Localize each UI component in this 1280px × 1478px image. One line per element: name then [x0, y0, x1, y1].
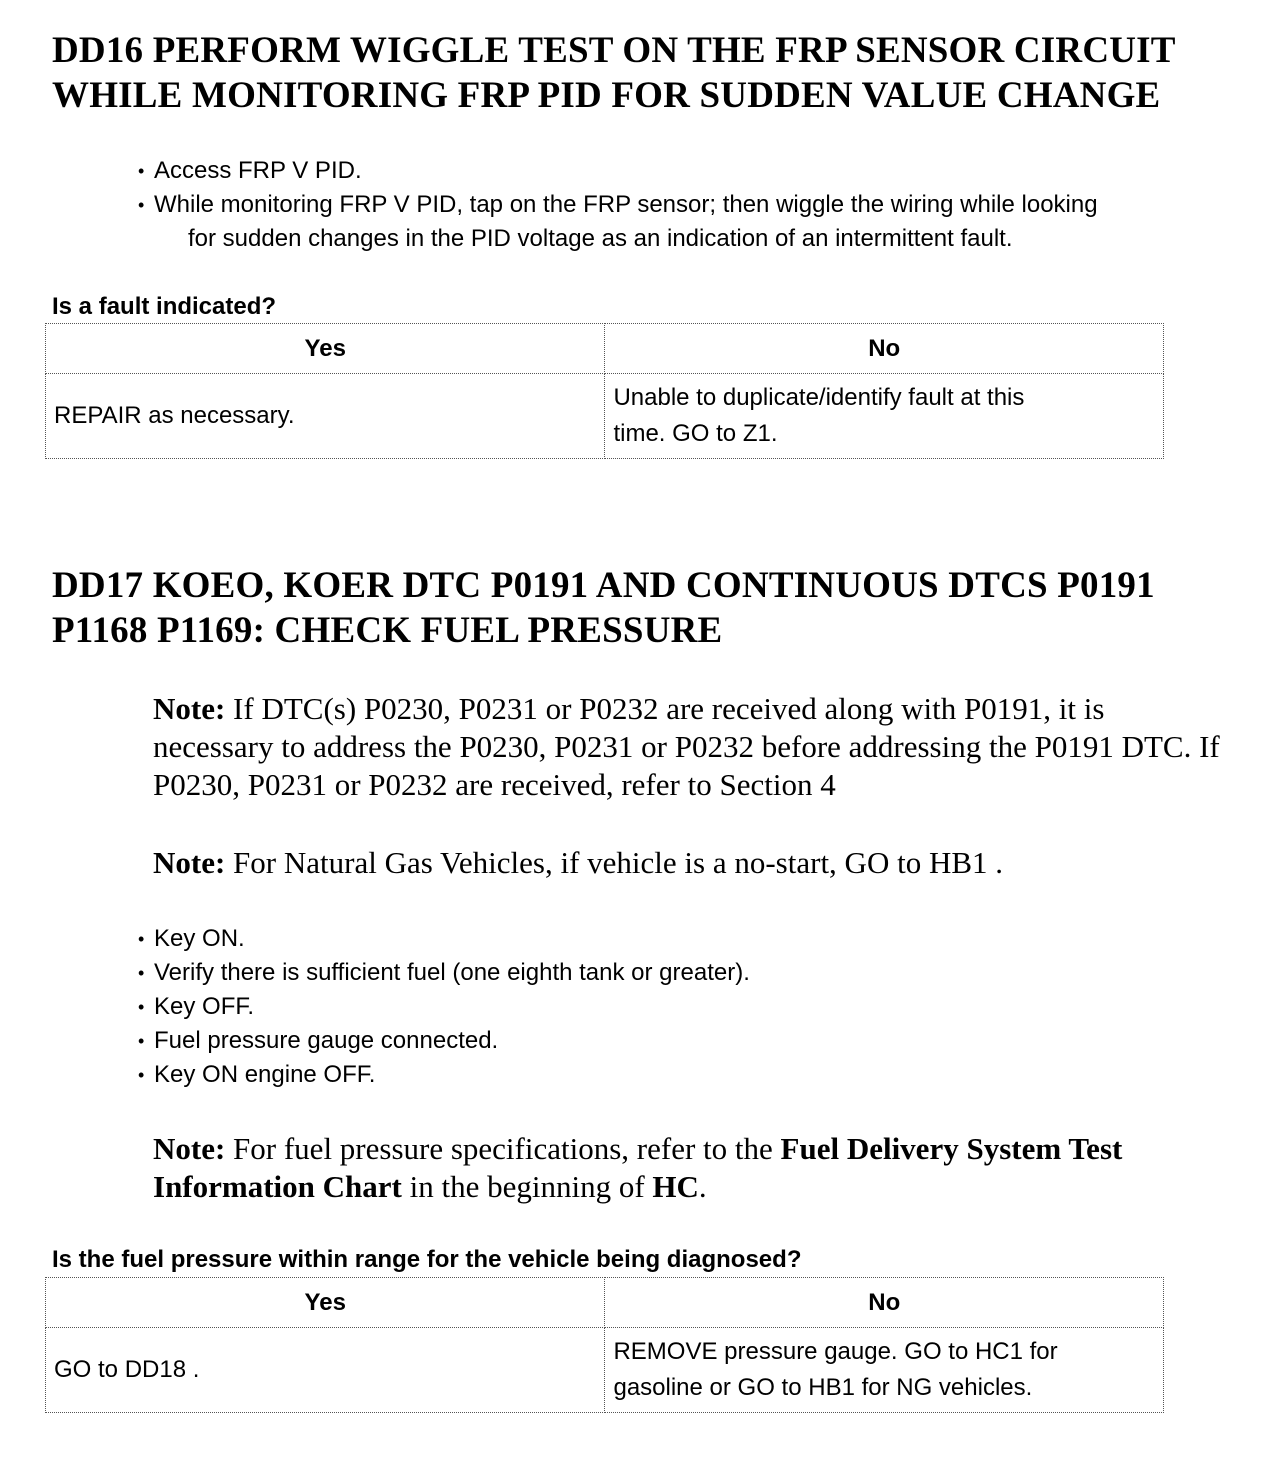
table-header-row — [46, 1278, 1164, 1328]
dd17-heading-line2: P1168 P1169: CHECK FUEL PRESSURE — [52, 610, 723, 651]
dd16-heading-line2: WHILE MONITORING FRP PID FOR SUDDEN VALUE CHANGE — [52, 75, 1161, 116]
chart-link[interactable]: Fuel Delivery System Test Information Chart — [153, 1131, 1123, 1204]
no-cell-line2[interactable]: time. GO to Z1. — [613, 420, 778, 447]
no-cell — [605, 374, 1164, 459]
table-row — [46, 374, 1164, 459]
no-cell — [605, 1328, 1164, 1413]
table-header-row — [46, 324, 1164, 374]
no-cell-line1: Unable to duplicate/identify fault at this — [613, 384, 1025, 411]
step-text: Fuel pressure gauge connected. — [154, 1027, 499, 1054]
step-text: While monitoring FRP V PID, tap on the FRP sensor; then wiggle the wiring while looking — [154, 191, 1098, 218]
dd17-note-fuel-spec — [153, 1130, 1223, 1206]
dd16-question: Is a fault indicated? — [52, 293, 277, 320]
dd16-yes-no-table — [45, 323, 1164, 459]
list-item — [138, 154, 1258, 188]
step-text: Key OFF. — [154, 993, 255, 1020]
dd16-heading-line1: DD16 PERFORM WIGGLE TEST ON THE FRP SENSOR CIRCUIT — [52, 30, 1176, 71]
yes-header: Yes — [46, 324, 605, 374]
dd17-note-natural-gas — [153, 844, 1223, 882]
no-header: No — [605, 1278, 1164, 1328]
step-text: Verify there is sufficient fuel (one eighth tank or greater). — [154, 959, 750, 986]
yes-header: Yes — [46, 1278, 605, 1328]
list-item — [138, 956, 1238, 990]
dd16-steps-list — [138, 154, 1258, 256]
dd17-steps-list — [138, 922, 1238, 1092]
list-item — [138, 188, 1258, 256]
step-text-continued: for sudden changes in the PID voltage as an indication of an intermittent fault. — [188, 225, 1013, 252]
dd17-heading-line1: DD17 KOEO, KOER DTC P0191 AND CONTINUOUS DTCS P0191 — [52, 565, 1155, 606]
note-label: Note: — [153, 1131, 226, 1166]
yes-cell: REPAIR as necessary. — [46, 374, 605, 459]
note-label: Note: — [153, 691, 226, 726]
step-text: Key ON. — [154, 925, 245, 952]
yes-cell[interactable]: GO to DD18 . — [46, 1328, 605, 1413]
note-text: . — [698, 1169, 707, 1204]
list-item — [138, 1024, 1238, 1058]
list-item — [138, 922, 1238, 956]
note-text: in the beginning of — [401, 1169, 653, 1204]
dd17-yes-no-table — [45, 1277, 1164, 1413]
dd17-note-dtc — [153, 690, 1223, 804]
no-cell-line2[interactable]: gasoline or GO to HB1 for NG vehicles. — [613, 1374, 1033, 1401]
note-label: Note: — [153, 845, 226, 880]
table-row — [46, 1328, 1164, 1413]
step-text: Key ON engine OFF. — [154, 1061, 376, 1088]
list-item — [138, 990, 1238, 1024]
dd17-question: Is the fuel pressure within range for the vehicle being diagnosed? — [52, 1246, 802, 1273]
note-text: If DTC(s) P0230, P0231 or P0232 are received along with P0191, it is necessary to address the P0230, P0231 or P0232 before addressing the P0191 DTC. If P0230, P0231 or P0232 are received, refer to Section 4 — [153, 691, 1220, 802]
dd16-heading — [52, 28, 1252, 118]
section-link[interactable]: HC — [652, 1169, 699, 1204]
no-cell-line1[interactable]: REMOVE pressure gauge. GO to HC1 for — [613, 1338, 1058, 1365]
list-item — [138, 1058, 1238, 1092]
dd17-heading — [52, 563, 1252, 653]
step-text: Access FRP V PID. — [154, 157, 362, 184]
note-text[interactable]: For Natural Gas Vehicles, if vehicle is a no-start, GO to HB1 . — [225, 845, 1004, 880]
no-header: No — [605, 324, 1164, 374]
note-text: For fuel pressure specifications, refer to the — [225, 1131, 781, 1166]
